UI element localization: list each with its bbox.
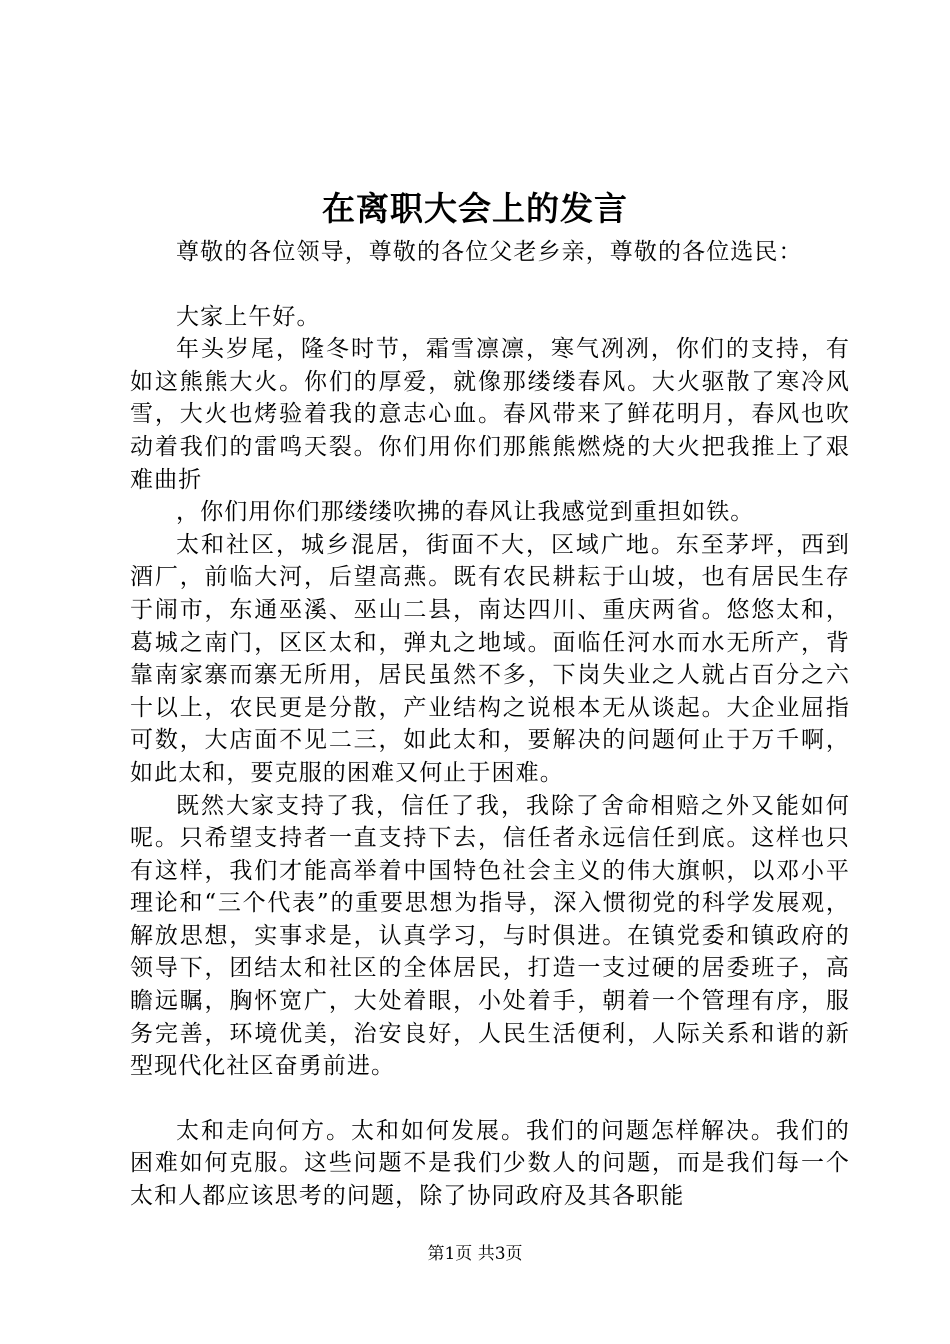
page-number-footer: 第1页 共3页 (427, 1244, 523, 1264)
document-title: 在离职大会上的发言 (322, 189, 628, 228)
salutation-paragraph: 尊敬的各位领导，尊敬的各位父老乡亲，尊敬的各位选民： (176, 239, 803, 265)
body-paragraph-1: 年头岁尾，隆冬时节，霜雪凛凛，寒气冽冽，你们的支持，有如这熊熊大火。你们的厚爱，就像那缕缕春风。大火驱散了寒冷风雪，大火也烤验着我的意志心血。春风带来了鲜花明月，春风也吹动着我们的雷鸣天裂。你们用你们那熊熊燃烧的大火把我推上了艰难曲折 (130, 336, 850, 493)
greeting-paragraph: 大家上午好。 (176, 303, 321, 330)
document-body (130, 236, 850, 1213)
body-paragraph-5: 太和走向何方。太和如何发展。我们的问题怎样解决。我们的困难如何克服。这些问题不是我们少数人的问题，而是我们每一个太和人都应该思考的问题，除了协同政府及其各职能 (130, 1117, 850, 1210)
body-paragraph-3: 太和社区，城乡混居，街面不大，区域广地。东至茅坪，西到酒厂，前临大河，后望高燕。既有农民耕耘于山坡，也有居民生存于闹市，东通巫溪、巫山二县，南达四川、重庆两省。悠悠太和，葛城之南门，区区太和，弹丸之地域。面临任河水而水无所产，背靠南家寨而寨无所用，居民虽然不多，下岗失业之人就占百分之六十以上，农民更是分散，产业结构之说根本无从谈起。大企业屈指可数，大店面不见二三，如此太和，要解决的问题何止于万千啊，如此太和，要克服的困难又何止于困难。 (130, 531, 850, 786)
body-paragraph-4: 既然大家支持了我，信任了我，我除了舍命相赔之外又能如何呢。只希望支持者一直支持下去，信任者永远信任到底。这样也只有这样，我们才能高举着中国特色社会主义的伟大旗帜，以邓小平理论和“三个代表”的重要思想为指导，深入惯彻党的科学发展观，解放思想，实事求是，认真学习，与时俱进。在镇党委和镇政府的领导下，团结太和社区的全体居民，打造一支过硬的居委班子，高瞻远瞩，胸怀宽广，大处着眼，小处着手，朝着一个管理有序，服务完善，环境优美，治安良好，人民生活便利，人际关系和谐的新型现代化社区奋勇前进。 (130, 792, 850, 1080)
body-paragraph-2: ，你们用你们那缕缕吹拂的春风让我感觉到重担如铁。 (176, 499, 755, 526)
